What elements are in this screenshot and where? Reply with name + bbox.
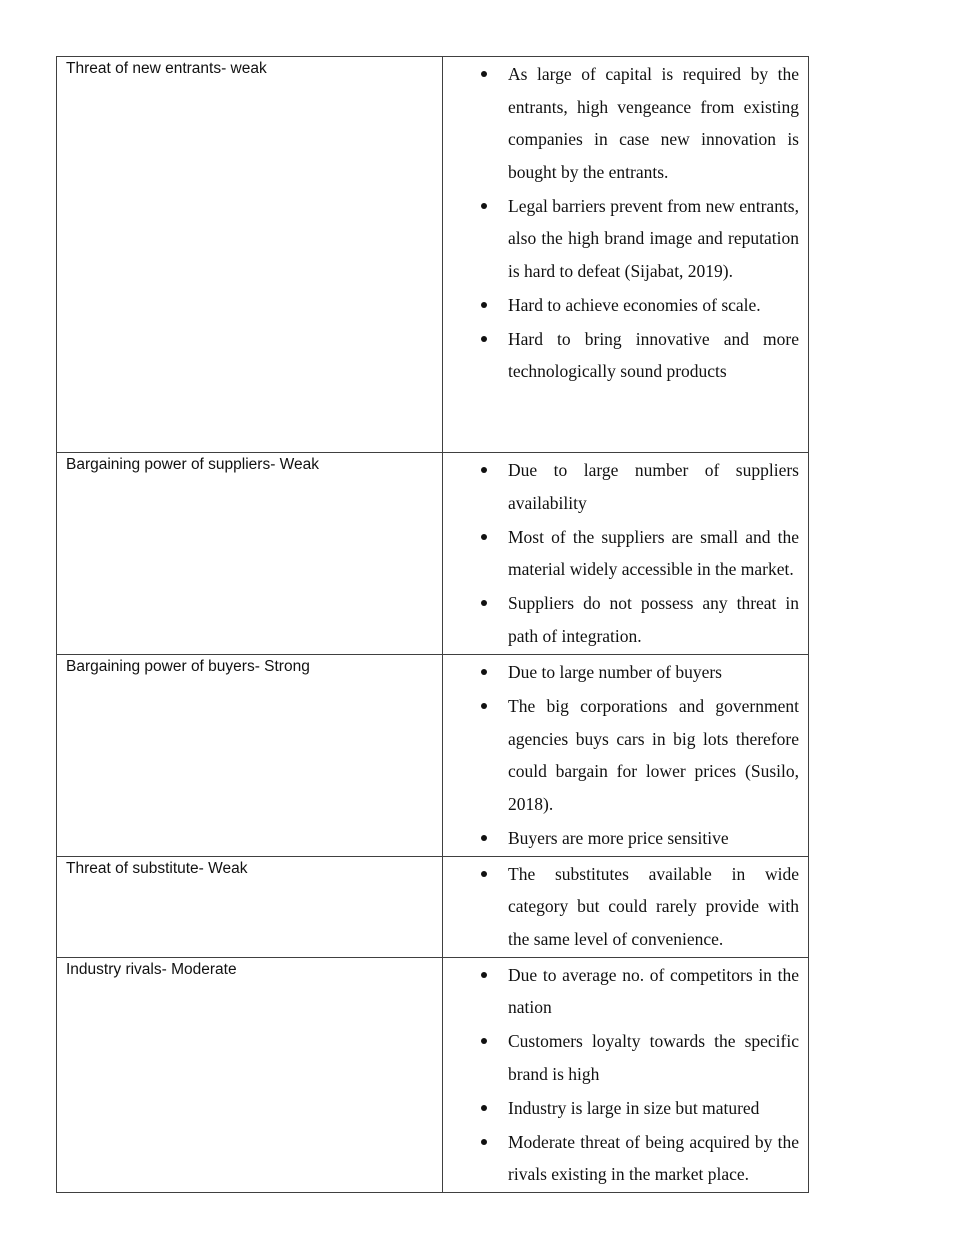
force-label-cell [57,856,443,957]
bullet-text: Most of the suppliers are small and the material widely accessible in the market. [508,526,799,579]
list-item [443,959,799,1024]
bullet-icon [481,703,487,709]
bullet-text: Hard to achieve economies of scale. [508,294,761,315]
bullet-icon [481,534,487,540]
list-item [443,858,799,956]
bullet-icon [481,203,487,209]
bullet-list [443,656,799,854]
bullet-list [443,858,799,956]
list-item [443,690,799,820]
bullet-text: Due to large number of buyers [508,662,722,682]
bullet-text: Industry is large in size but matured [508,1097,760,1118]
force-label-cell [57,57,443,453]
bullet-list [443,959,799,1191]
bullet-text: Buyers are more price sensitive [508,827,729,848]
force-points-cell [443,453,809,655]
list-item [443,822,799,855]
bullet-text: Legal barriers prevent from new entrants, also the high brand image and reputation is hard to defeat (Sijabat, 2019). [508,195,799,281]
porters-five-forces-table [56,56,809,1193]
force-points-cell [443,957,809,1193]
bullet-list [443,58,799,388]
list-item [443,190,799,288]
force-label: Threat of substitute- Weak [66,859,248,877]
bullet-text: Suppliers do not possess any threat in path of integration. [508,593,799,646]
bullet-icon [481,835,487,841]
force-points-cell [443,655,809,857]
force-points-cell [443,57,809,453]
bullet-text: Due to average no. of competitors in the nation [508,964,799,1017]
list-item [443,289,799,322]
list-item [443,656,799,689]
bullet-icon [481,600,487,606]
table-row [57,453,809,655]
bullet-icon [481,1038,487,1044]
list-item [443,323,799,388]
list-item [443,521,799,586]
list-item [443,1126,799,1191]
bullet-text: The substitutes available in wide category but could rarely provide with the same level of convenience. [508,863,799,949]
table-row [57,957,809,1193]
bullet-text: As large of capital is required by the entrants, high vengeance from existing companies in case new innovation is bought by the entrants. [508,64,799,182]
bullet-text: Due to large number of suppliers availability [508,460,799,513]
bullet-icon [481,972,487,978]
bullet-icon [481,669,487,675]
list-item [443,1092,799,1125]
force-label: Bargaining power of suppliers- Weak [66,456,320,473]
table-row [57,57,809,453]
force-label-cell [57,453,443,655]
bullet-icon [481,71,487,77]
force-label: Threat of new entrants- weak [66,60,267,77]
bullet-list [443,454,799,652]
list-item [443,1025,799,1090]
force-label: Bargaining power of buyers- Strong [66,658,310,675]
list-item [443,454,799,519]
bullet-icon [481,336,487,342]
force-label-cell [57,655,443,857]
bullet-icon [481,1139,487,1145]
table-row [57,856,809,957]
bullet-icon [481,871,487,877]
bullet-text: Moderate threat of being acquired by the rivals existing in the market place. [508,1131,799,1184]
list-item [443,58,799,188]
bullet-text: The big corporations and government agencies buys cars in big lots therefore could bargain for lower prices (Susilo, 2018). [508,696,799,814]
force-label-cell [57,957,443,1193]
bullet-icon [481,467,487,473]
bullet-icon [481,302,487,308]
table-row [57,655,809,857]
bullet-text: Customers loyalty towards the specific brand is high [508,1031,799,1084]
bullet-icon [481,1105,487,1111]
force-label: Industry rivals- Moderate [66,960,237,978]
force-points-cell [443,856,809,957]
bullet-text: Hard to bring innovative and more technologically sound products [508,328,799,381]
list-item [443,587,799,652]
